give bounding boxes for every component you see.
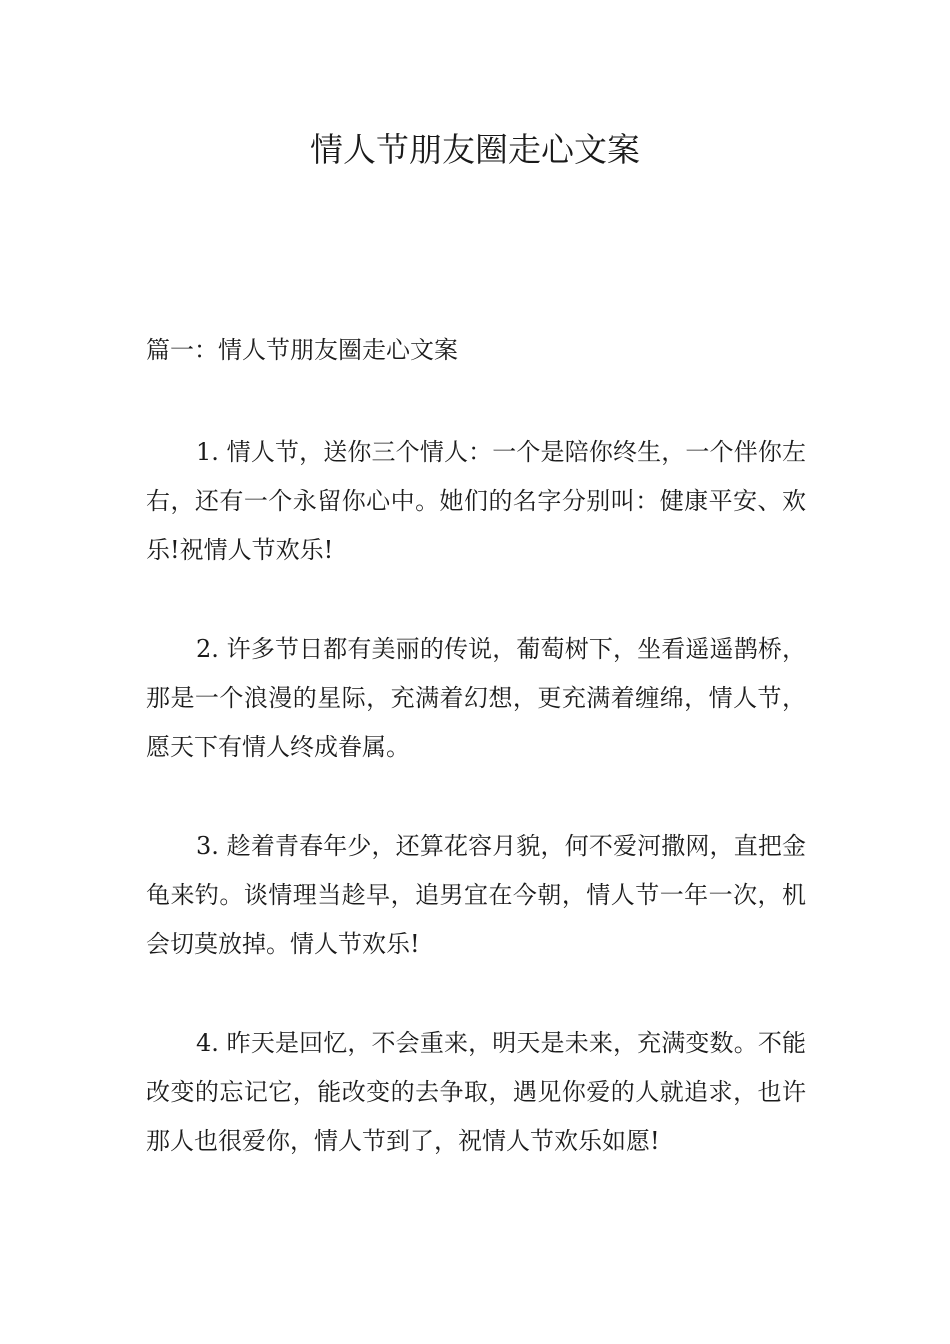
entry-list: [146, 428, 806, 1216]
document-title: 情人节朋友圈走心文案: [310, 130, 640, 169]
entry-3: 3. 趁着青春年少，还算花容月貌，何不爱河撒网，直把金龟来钓。谈情理当趁早，追男宜在今朝，情人节一年一次，机会切莫放掉。情人节欢乐!: [146, 832, 806, 958]
entry-4: 4. 昨天是回忆，不会重来，明天是未来，充满变数。不能改变的忘记它，能改变的去争取，遇见你爱的人就追求，也许那人也很爱你，情人节到了，祝情人节欢乐如愿!: [146, 1029, 806, 1155]
entry-1: 1. 情人节，送你三个情人：一个是陪你终生，一个伴你左右，还有一个永留你心中。她们的名字分别叫：健康平安、欢乐!祝情人节欢乐!: [146, 438, 806, 564]
entry-2: 2. 许多节日都有美丽的传说，葡萄树下，坐看遥遥鹊桥，那是一个浪漫的星际，充满着幻想，更充满着缠绵，情人节，愿天下有情人终成眷属。: [146, 635, 806, 761]
section-heading: 篇一：情人节朋友圈走心文案: [146, 336, 458, 364]
